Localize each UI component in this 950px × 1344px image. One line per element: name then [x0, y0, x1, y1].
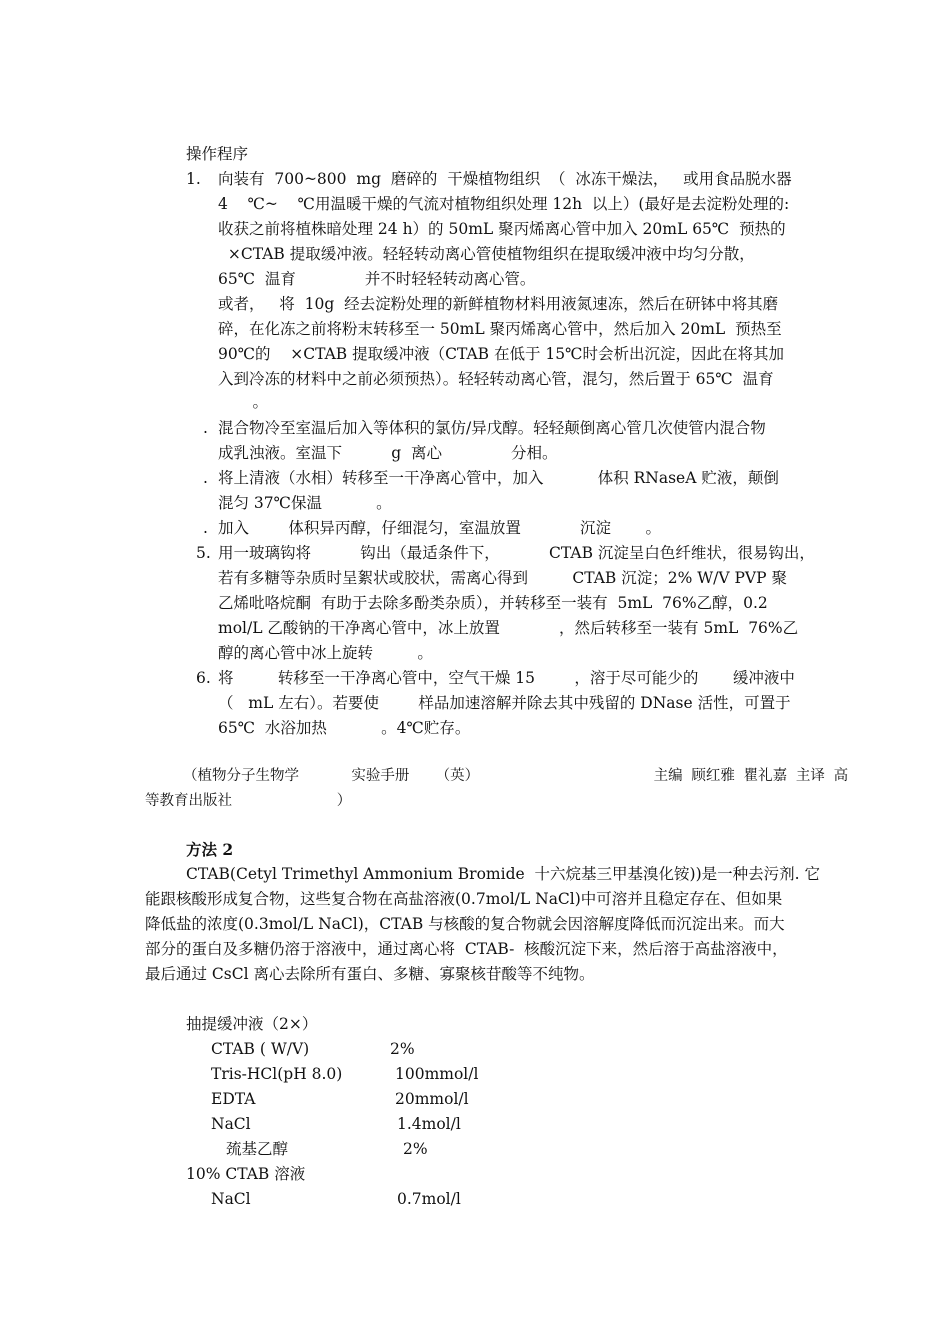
step-number: .	[203, 519, 208, 537]
step-line: 醇的离心管中冰上旋转 。	[218, 644, 433, 662]
step-number: 5.	[196, 544, 211, 562]
method-title: 方法 2	[186, 840, 234, 859]
step-line: 65℃ 温育 并不时轻轻转动离心管。	[218, 270, 536, 288]
step-line: 。	[218, 393, 268, 411]
citation-line: （植物分子生物学 实验手册 （英） 主编 顾红雅 瞿礼嘉 主译 高	[183, 768, 849, 784]
reagent-name: NaCl	[211, 1115, 251, 1133]
reagent-name: Tris-HCl(pH 8.0)	[211, 1065, 343, 1083]
step-line: 若有多糖等杂质时呈絮状或胶状，需离心得到 CTAB 沉淀；2% W/V PVP 聚	[218, 569, 787, 587]
step-line: 混合物冷至室温后加入等体积的氯仿/异戊醇。轻轻颠倒离心管几次使管内混合物	[218, 419, 766, 437]
step-line: 混匀 37℃保温 。	[218, 494, 392, 512]
reagent-value: 2%	[403, 1140, 428, 1158]
reagent-name: CTAB ( W/V)	[211, 1040, 310, 1058]
reagent-value: 0.7mol/l	[397, 1190, 461, 1208]
step-line: 用一玻璃钩将 钩出（最适条件下， CTAB 沉淀呈白色纤维状，很易钩出，	[218, 544, 815, 562]
step-number: 6.	[196, 669, 211, 687]
reagent-name: 巯基乙醇	[226, 1140, 289, 1158]
step-number: 1.	[186, 170, 201, 188]
step-line: mol/L 乙酸钠的干净离心管中，冰上放置 ，然后转移至一装有 5mL 76%乙	[218, 619, 799, 637]
step-line: 90℃的 ×CTAB 提取缓冲液（CTAB 在低于 15℃时会析出沉淀，因此在将其加	[218, 345, 784, 363]
reagent-value: 2%	[390, 1040, 415, 1058]
reagent-name: EDTA	[211, 1090, 256, 1108]
step-number: .	[203, 469, 208, 487]
step-line: 收获之前将植株暗处理 24 h）的 50mL 聚丙烯离心管中加入 20mL 65℃ 预热的	[218, 220, 786, 238]
paragraph-line: 降低盐的浓度(0.3mol/L NaCl)，CTAB 与核酸的复合物就会因溶解度降低而沉淀出来。而大	[145, 915, 785, 933]
reagent-name: NaCl	[211, 1190, 251, 1208]
step-line: 或者， 将 10g 经去淀粉处理的新鲜植物材料用液氮速冻，然后在研钵中将其磨	[218, 295, 779, 313]
step-line: 将上清液（水相）转移至一干净离心管中，加入 体积 RNaseA 贮液，颠倒	[218, 469, 779, 487]
paragraph-line: CTAB(Cetyl Trimethyl Ammonium Bromide 十六烷基三甲基溴化铵))是一种去污剂. 它	[186, 865, 820, 883]
reagent-value: 100mmol/l	[395, 1065, 479, 1083]
citation-line: 等教育出版社 ）	[145, 793, 352, 809]
section-title: 操作程序	[186, 145, 249, 163]
step-line: 65℃ 水浴加热 。4℃贮存。	[218, 719, 471, 737]
step-line: 成乳浊液。室温下 g 离心 分相。	[218, 444, 558, 462]
paragraph-line: 能跟核酸形成复合物，这些复合物在高盐溶液(0.7mol/L NaCl)中可溶并且稳定存在、但如果	[145, 890, 783, 908]
step-line: 碎，在化冻之前将粉末转移至一 50mL 聚丙烯离心管中，然后加入 20mL 预热至	[218, 320, 782, 338]
step-line: 将 转移至一干净离心管中，空气干燥 15 ，溶于尽可能少的 缓冲液中	[218, 669, 795, 687]
step-line: （ mL 左右）。若要使 样品加速溶解并除去其中残留的 DNase 活性，可置于	[218, 694, 791, 712]
buffer-title: 抽提缓冲液（2×）	[186, 1015, 318, 1033]
paragraph-line: 部分的蛋白及多糖仍溶于溶液中，通过离心将 CTAB- 核酸沉淀下来，然后溶于高盐溶液中，	[145, 940, 788, 958]
solution-title: 10% CTAB 溶液	[186, 1165, 306, 1183]
reagent-value: 20mmol/l	[395, 1090, 469, 1108]
step-line: 入到冷冻的材料中之前必须预热）。轻轻转动离心管，混匀，然后置于 65℃ 温育	[218, 370, 774, 388]
step-line: 4 ℃~ ℃用温暖干燥的气流对植物组织处理 12h 以上）(最好是去淀粉处理的:	[218, 195, 790, 213]
step-line: 向装有 700~800 mg 磨碎的 干燥植物组织 （ 冰冻干燥法， 或用食品脱水器	[218, 170, 792, 188]
step-line: 乙烯吡咯烷酮 有助于去除多酚类杂质），并转移至一装有 5mL 76%乙醇，0.2	[218, 594, 768, 612]
step-line: ×CTAB 提取缓冲液。轻轻转动离心管使植物组织在提取缓冲液中均匀分散，	[218, 245, 755, 263]
reagent-value: 1.4mol/l	[397, 1115, 461, 1133]
step-number: .	[203, 419, 208, 437]
paragraph-line: 最后通过 CsCl 离心去除所有蛋白、多糖、寡聚核苷酸等不纯物。	[145, 965, 595, 983]
step-line: 加入 体积异丙醇，仔细混匀，室温放置 沉淀 。	[218, 519, 662, 537]
